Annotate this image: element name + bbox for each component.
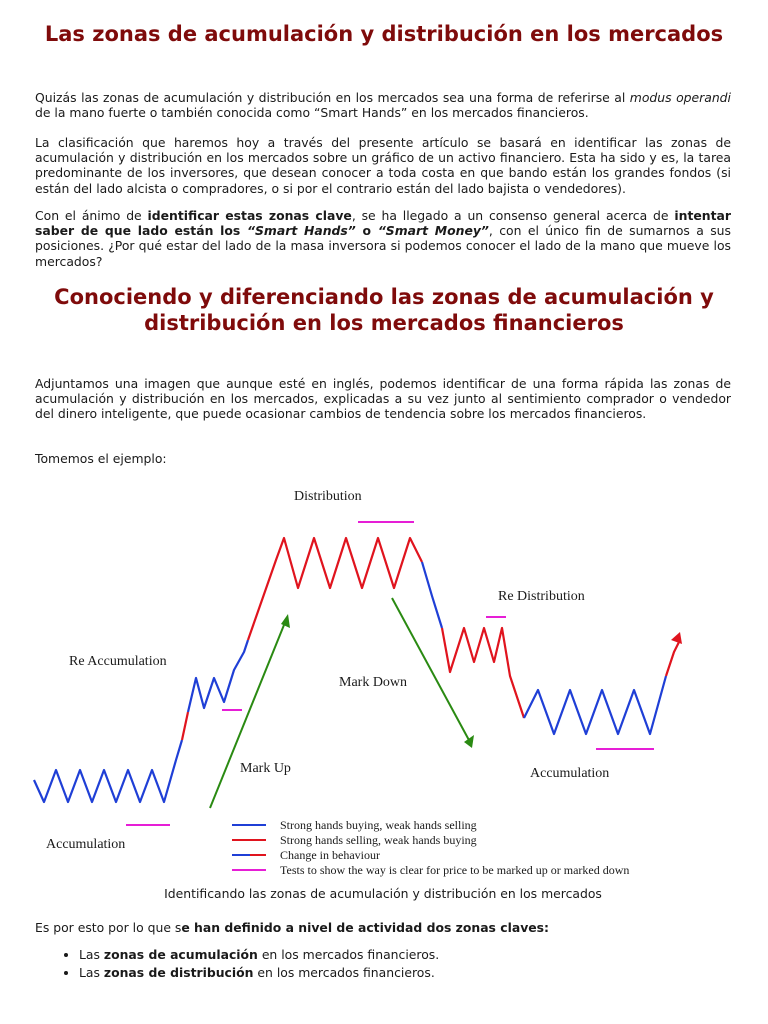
- figure-legend: [232, 818, 629, 877]
- price-segment-accumulation-right: [524, 676, 666, 734]
- label-re-distribution: Re Distribution: [498, 589, 585, 604]
- page-title: Las zonas de acumulación y distribución en los mercados: [44, 22, 724, 46]
- figure-caption: Identificando las zonas de acumulación y distribución en los mercados: [164, 886, 602, 901]
- price-segment-markup-start: [182, 712, 188, 740]
- label-mark-up: Mark Up: [240, 761, 291, 776]
- mark-up-arrow: [210, 620, 286, 808]
- price-segment-breakout: [666, 640, 680, 676]
- price-segment-change: [422, 562, 442, 628]
- price-segment-accumulation: [34, 740, 182, 802]
- section-heading: Conociendo y diferenciando las zonas de acumulación y distribución en los mercados financieros: [54, 285, 714, 335]
- summary-lead: Es por esto por lo que se han definido a nivel de actividad dos zonas claves:: [35, 920, 550, 935]
- list-item: • Las zonas de acumulación en los mercados financieros.: [79, 946, 439, 964]
- label-re-accumulation: Re Accumulation: [69, 654, 167, 669]
- section-paragraph-1: Adjuntamos una imagen que aunque esté en inglés, podemos identificar de una forma rápida las zonas de acumulación y distribución en los mercados, explicadas a su vez junto al sentimiento comprador o vendedor del dinero inteligente, que puede ocasionar cambios de tendencia sobre los mercados financieros.: [35, 376, 731, 422]
- zones-list: [35, 946, 439, 982]
- breakout-arrowhead: [671, 632, 682, 644]
- label-accumulation-left: Accumulation: [46, 837, 126, 852]
- accumulation-distribution-figure: [30, 480, 740, 880]
- price-segment-markup: [248, 538, 422, 640]
- intro-paragraph-1: Quizás las zonas de acumulación y distribución en los mercados sea una forma de referirse al modus operandi de la mano fuerte o también conocida como “Smart Hands” en los mercados financieros.: [35, 90, 731, 121]
- legend-item: Strong hands buying, weak hands selling: [280, 818, 477, 832]
- intro-paragraph-3: Con el ánimo de identificar estas zonas clave, se ha llegado a un consenso general acerca de intentar saber de que lado están los “Smart Hands” o “Smart Money”, con el único fin de sumarnos a sus posiciones. ¿Por qué estar del lado de la masa inversora si podemos conocer el lado de la mano que mueve los mercados?: [35, 208, 731, 269]
- legend-item: Strong hands selling, weak hands buying: [280, 833, 477, 847]
- mark-up-arrowhead: [281, 614, 290, 628]
- label-distribution: Distribution: [294, 489, 362, 504]
- label-accumulation-right: Accumulation: [530, 766, 610, 781]
- mark-down-arrowhead: [464, 735, 474, 748]
- list-item: • Las zonas de distribución en los mercados financieros.: [79, 964, 439, 982]
- label-mark-down: Mark Down: [339, 675, 408, 690]
- price-segment-redistribution: [442, 628, 524, 718]
- price-segment-reaccumulation: [188, 640, 248, 712]
- legend-item: Change in behaviour: [280, 848, 380, 862]
- legend-item: Tests to show the way is clear for price to be marked up or marked down: [280, 863, 630, 877]
- section-paragraph-2: Tomemos el ejemplo:: [35, 451, 167, 466]
- mark-down-arrow: [392, 598, 470, 742]
- intro-paragraph-2: La clasificación que haremos hoy a través del presente artículo se basará en identificar las zonas de acumulación y distribución en los mercados sobre un gráfico de un activo financiero. Esta ha sido y es, la tarea predominante de los inversores, que desean conocer a toda costa en que bando están los grandes fondos (si están del lado alcista o compradores, o si por el contrario están del lado bajista o vendedores).: [35, 135, 731, 196]
